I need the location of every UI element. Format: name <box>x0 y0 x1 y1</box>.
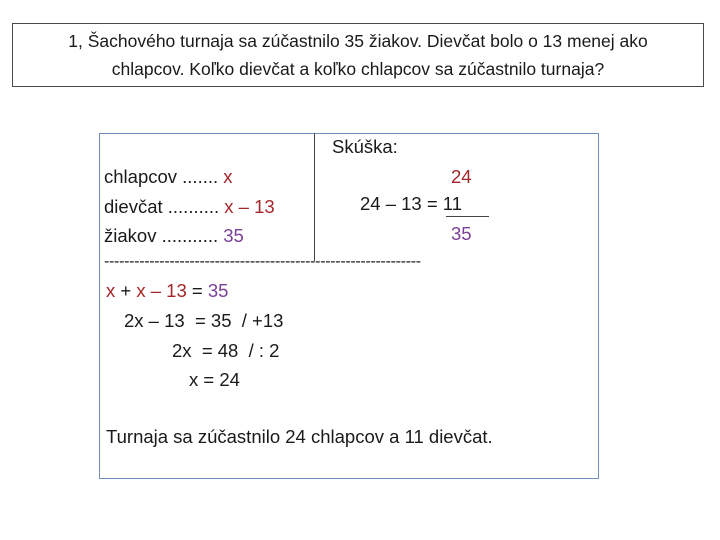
given-girls <box>104 196 275 218</box>
given-boys <box>104 166 233 188</box>
given-students <box>104 225 244 247</box>
given-girls-value: x – 13 <box>224 196 275 217</box>
equation-step-2: 2x – 13 = 35 / +13 <box>124 310 284 331</box>
check-underline <box>446 216 489 217</box>
check-line-3: 35 <box>451 223 472 244</box>
given-boys-value: x <box>223 166 233 187</box>
problem-line-2: chlapcov. Koľko dievčat a koľko chlapcov sa zúčastnilo turnaja? <box>111 59 605 79</box>
equation-line <box>106 280 228 302</box>
eq-total: 35 <box>207 280 229 301</box>
eq-plus: + <box>115 280 137 301</box>
check-line-2: 24 – 13 = 11 <box>360 193 463 214</box>
given-students-label: žiakov ........... <box>104 225 224 246</box>
equation-step-3: 2x = 48 / : 2 <box>172 340 280 361</box>
given-boys-label: chlapcov ....... <box>104 166 224 187</box>
check-divider <box>314 133 315 261</box>
separator-line: --------------------------------------------------------------- <box>104 253 421 270</box>
eq-equals: = <box>186 280 208 301</box>
problem-box <box>12 23 704 87</box>
given-girls-label: dievčat .......... <box>104 196 225 217</box>
check-line-1: 24 <box>451 166 472 187</box>
eq-x2: x – 13 <box>136 280 187 301</box>
equation-step-4: x = 24 <box>189 369 240 390</box>
problem-line-1: 1, Šachového turnaja sa zúčastnilo 35 žiakov. Dievčat bolo o 13 menej ako <box>68 31 648 51</box>
given-students-value: 35 <box>223 225 244 246</box>
answer-text: Turnaja sa zúčastnilo 24 chlapcov a 11 dievčat. <box>106 426 493 447</box>
eq-x1: x <box>106 280 116 301</box>
check-title: Skúška: <box>332 136 398 157</box>
